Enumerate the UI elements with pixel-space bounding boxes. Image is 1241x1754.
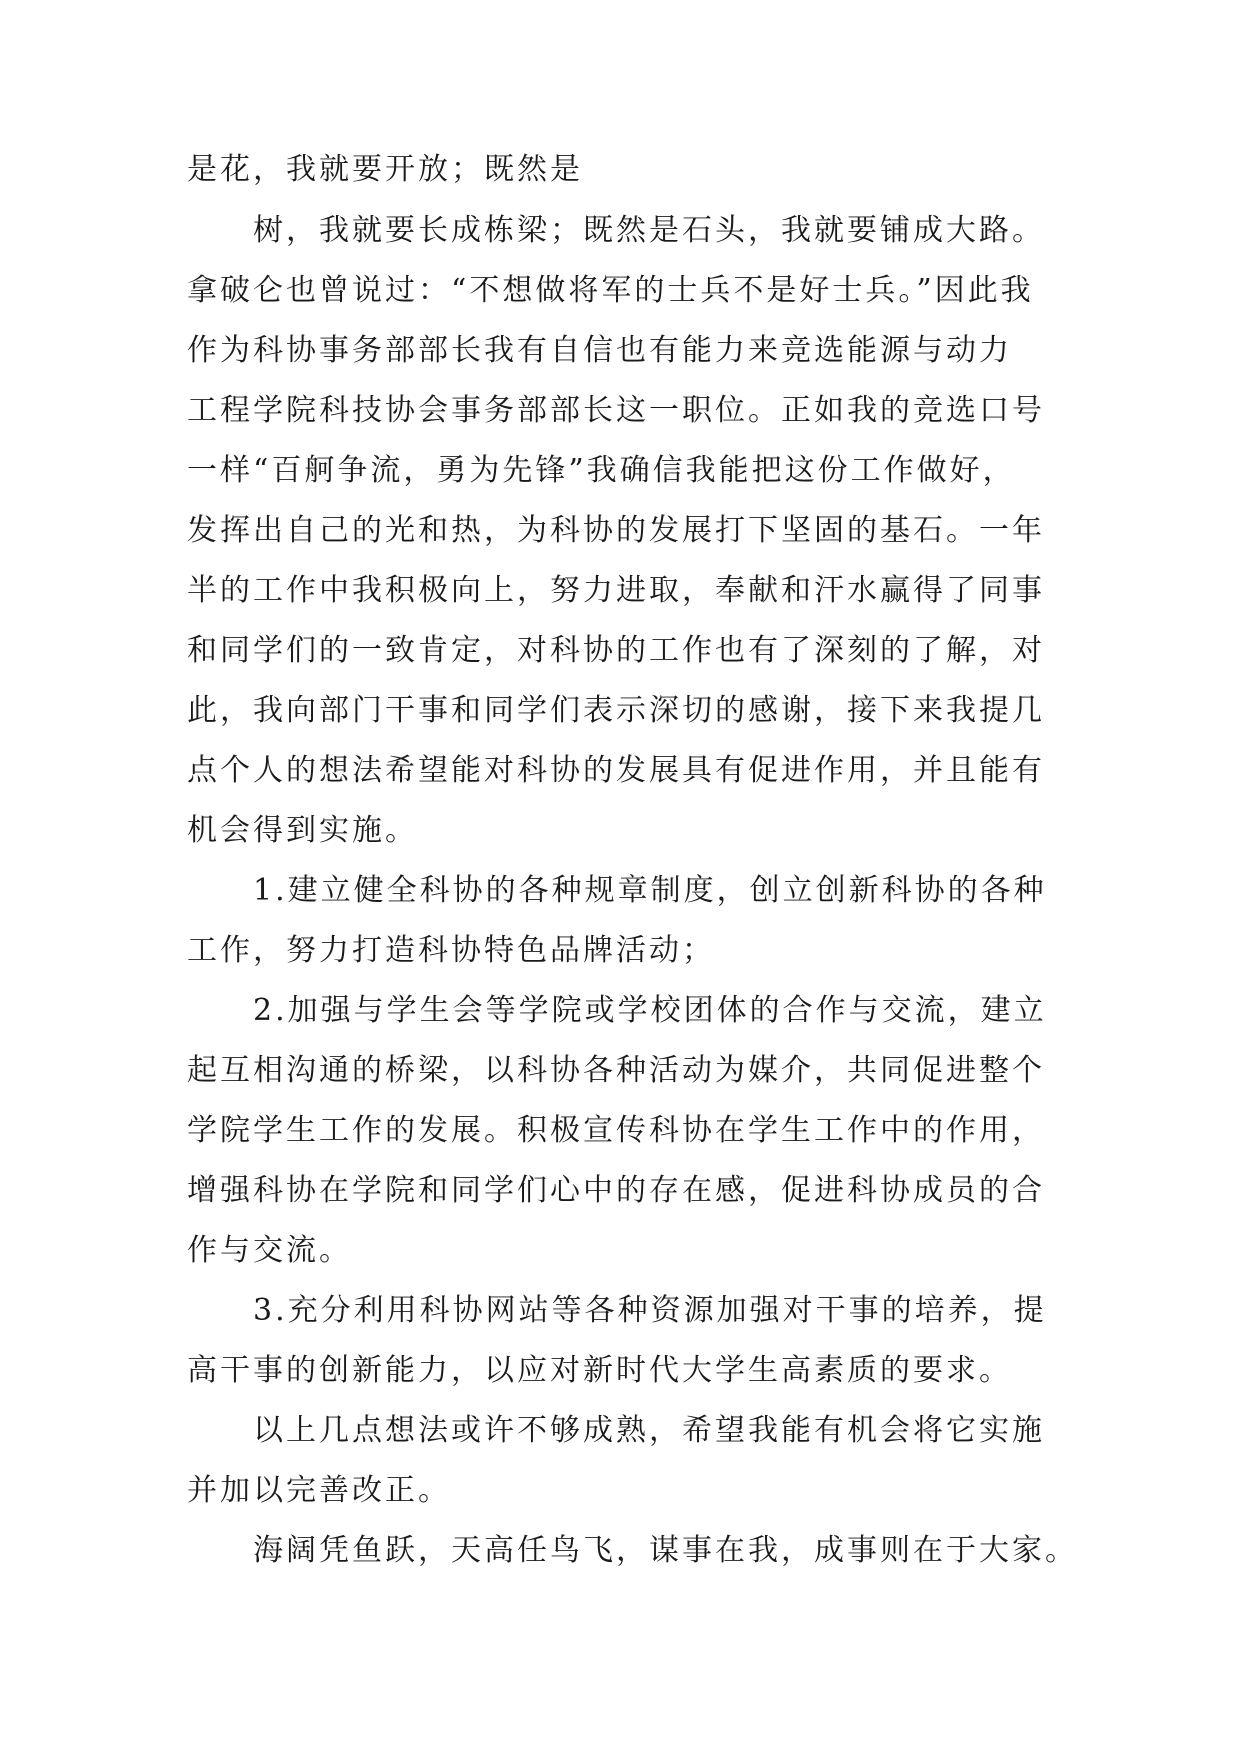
text-line: 机会得到实施。	[187, 813, 418, 848]
text-line: 工程学院科技协会事务部部长这一职位。正如我的竞选口号	[187, 393, 1045, 428]
text-line: 作与交流。	[187, 1233, 352, 1268]
text-line: 树，我就要长成栋梁；既然是石头，我就要铺成大路。	[253, 213, 1045, 248]
text-line: 并加以完善改正。	[187, 1473, 451, 1508]
list-item-text: 2.加强与学生会等学院或学校团体的合作与交流，建立	[253, 993, 1047, 1028]
text-line: 点个人的想法希望能对科协的发展具有促进作用，并且能有	[187, 753, 1045, 788]
text-line: 一样“百舸争流，勇为先锋”我确信我能把这份工作做好，	[187, 453, 1016, 488]
text-line: 高干事的创新能力，以应对新时代大学生高素质的要求。	[187, 1353, 1012, 1388]
text-line: 半的工作中我积极向上，努力进取，奉献和汗水赢得了同事	[187, 573, 1045, 608]
text-line: 海阔凭鱼跃，天高任鸟飞，谋事在我，成事则在于大家。	[253, 1533, 1078, 1568]
text-line: 发挥出自己的光和热，为科协的发展打下坚固的基石。一年	[187, 513, 1045, 548]
text-line: 和同学们的一致肯定，对科协的工作也有了深刻的了解，对	[187, 633, 1045, 668]
text-line: 学院学生工作的发展。积极宣传科协在学生工作中的作用，	[187, 1113, 1045, 1148]
text-line: 作为科协事务部部长我有自信也有能力来竞选能源与动力	[187, 333, 1012, 368]
text-line: 起互相沟通的桥梁，以科协各种活动为媒介，共同促进整个	[187, 1053, 1045, 1088]
text-line: 此，我向部门干事和同学们表示深切的感谢，接下来我提几	[187, 693, 1045, 728]
list-item-text: 1.建立健全科协的各种规章制度，创立创新科协的各种	[253, 873, 1047, 908]
text-line: 是花，我就要开放；既然是	[187, 152, 583, 187]
text-line: 工作，努力打造科协特色品牌活动；	[187, 933, 715, 968]
text-line: 增强科协在学院和同学们心中的存在感，促进科协成员的合	[187, 1173, 1045, 1208]
text-line: 拿破仑也曾说过：“不想做将军的士兵不是好士兵。”因此我	[187, 273, 1034, 308]
text-line: 以上几点想法或许不够成熟，希望我能有机会将它实施	[253, 1413, 1045, 1448]
list-item-text: 3.充分利用科协网站等各种资源加强对干事的培养，提	[253, 1293, 1047, 1328]
